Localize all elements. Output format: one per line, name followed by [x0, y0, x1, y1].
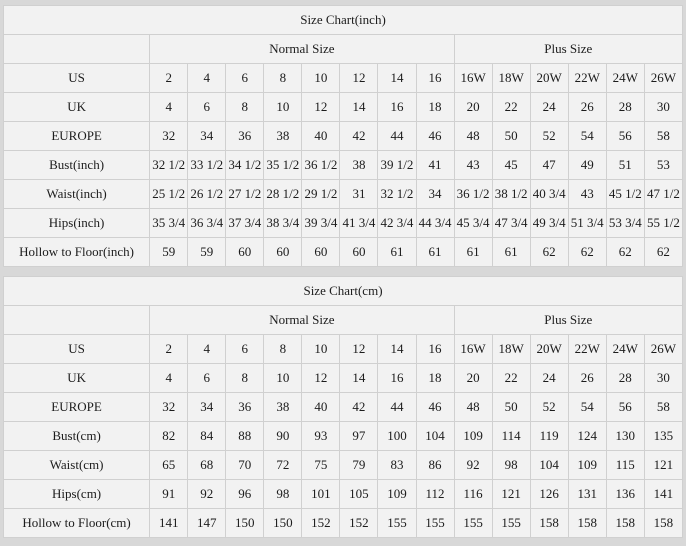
- cell: 22W: [568, 64, 606, 93]
- cell: 50: [492, 393, 530, 422]
- cell: 39 3/4: [302, 209, 340, 238]
- cell: 112: [416, 480, 454, 509]
- cell: 72: [264, 451, 302, 480]
- cell: 53 3/4: [606, 209, 644, 238]
- row-label-us-inch: US: [4, 64, 150, 93]
- cell: 39 1/2: [378, 151, 416, 180]
- cell: 38: [340, 151, 378, 180]
- row-label-uk-inch: UK: [4, 93, 150, 122]
- cell: 12: [302, 93, 340, 122]
- cell: 18: [416, 93, 454, 122]
- cell: 34: [188, 393, 226, 422]
- cell: 18: [416, 364, 454, 393]
- table-row: [4, 509, 683, 538]
- row-label-hips-inch: Hips(inch): [4, 209, 150, 238]
- cell: 155: [416, 509, 454, 538]
- inch-chart-title: Size Chart(inch): [4, 6, 683, 35]
- cell: 26: [568, 364, 606, 393]
- cell: 20: [454, 93, 492, 122]
- cell: 8: [226, 364, 264, 393]
- cell: 25 1/2: [150, 180, 188, 209]
- cell: 24W: [606, 335, 644, 364]
- cell: 48: [454, 122, 492, 151]
- cell: 40: [302, 122, 340, 151]
- cell: 121: [492, 480, 530, 509]
- cell: 141: [644, 480, 682, 509]
- cell: 96: [226, 480, 264, 509]
- cell: 44: [378, 393, 416, 422]
- inch-title-row: [4, 6, 683, 35]
- cell: 4: [150, 93, 188, 122]
- cell: 14: [378, 335, 416, 364]
- cell: 152: [340, 509, 378, 538]
- cell: 35 1/2: [264, 151, 302, 180]
- cm-group-plus-size: Plus Size: [454, 306, 682, 335]
- cell: 158: [530, 509, 568, 538]
- cell: 59: [188, 238, 226, 267]
- cell: 36: [226, 122, 264, 151]
- cell: 40: [302, 393, 340, 422]
- cell: 22: [492, 93, 530, 122]
- table-row: [4, 451, 683, 480]
- cell: 98: [264, 480, 302, 509]
- table-row: [4, 480, 683, 509]
- size-chart-inch-table: [3, 5, 683, 267]
- cell: 68: [188, 451, 226, 480]
- cell: 43: [568, 180, 606, 209]
- cell: 32 1/2: [378, 180, 416, 209]
- cell: 60: [302, 238, 340, 267]
- cell: 42 3/4: [378, 209, 416, 238]
- cell: 155: [492, 509, 530, 538]
- cell: 8: [264, 64, 302, 93]
- cell: 34 1/2: [226, 151, 264, 180]
- inch-group-normal-size: Normal Size: [150, 35, 454, 64]
- table-row: [4, 93, 683, 122]
- cell: 6: [226, 335, 264, 364]
- cell: 62: [568, 238, 606, 267]
- cell: 4: [188, 64, 226, 93]
- cell: 54: [568, 122, 606, 151]
- cell: 54: [568, 393, 606, 422]
- cell: 40 3/4: [530, 180, 568, 209]
- table-row: [4, 64, 683, 93]
- cell: 41 3/4: [340, 209, 378, 238]
- table-row: [4, 151, 683, 180]
- size-chart-inch-wrapper: [0, 5, 686, 267]
- cell: 14: [378, 64, 416, 93]
- cell: 10: [302, 335, 340, 364]
- table-row: [4, 209, 683, 238]
- cell: 8: [226, 93, 264, 122]
- cell: 26W: [644, 64, 682, 93]
- row-label-europe-inch: EUROPE: [4, 122, 150, 151]
- cell: 16: [378, 364, 416, 393]
- cell: 150: [226, 509, 264, 538]
- cell: 126: [530, 480, 568, 509]
- cell: 65: [150, 451, 188, 480]
- cell: 27 1/2: [226, 180, 264, 209]
- cell: 8: [264, 335, 302, 364]
- cell: 155: [378, 509, 416, 538]
- row-label-hips-cm: Hips(cm): [4, 480, 150, 509]
- row-label-waist-inch: Waist(inch): [4, 180, 150, 209]
- cell: 43: [454, 151, 492, 180]
- cm-group-row: [4, 306, 683, 335]
- inch-group-blank-cell: [4, 35, 150, 64]
- cell: 105: [340, 480, 378, 509]
- cell: 109: [378, 480, 416, 509]
- row-label-bust-cm: Bust(cm): [4, 422, 150, 451]
- inch-group-row: [4, 35, 683, 64]
- cell: 20W: [530, 335, 568, 364]
- cell: 24W: [606, 64, 644, 93]
- cell: 158: [644, 509, 682, 538]
- table-row: [4, 238, 683, 267]
- cell: 61: [378, 238, 416, 267]
- cell: 6: [188, 93, 226, 122]
- cell: 97: [340, 422, 378, 451]
- cell: 29 1/2: [302, 180, 340, 209]
- cell: 49 3/4: [530, 209, 568, 238]
- cell: 109: [568, 451, 606, 480]
- cell: 18W: [492, 335, 530, 364]
- cell: 42: [340, 122, 378, 151]
- cell: 41: [416, 151, 454, 180]
- cell: 22: [492, 364, 530, 393]
- cell: 28: [606, 364, 644, 393]
- cell: 16: [416, 335, 454, 364]
- cell: 121: [644, 451, 682, 480]
- cell: 36: [226, 393, 264, 422]
- cell: 47: [530, 151, 568, 180]
- cell: 32 1/2: [150, 151, 188, 180]
- table-row: [4, 335, 683, 364]
- cell: 104: [416, 422, 454, 451]
- row-label-hollow-to-floor-inch: Hollow to Floor(inch): [4, 238, 150, 267]
- inch-group-plus-size: Plus Size: [454, 35, 682, 64]
- cm-group-normal-size: Normal Size: [150, 306, 454, 335]
- cell: 2: [150, 64, 188, 93]
- cell: 131: [568, 480, 606, 509]
- cell: 62: [530, 238, 568, 267]
- cell: 10: [264, 93, 302, 122]
- cell: 26: [568, 93, 606, 122]
- row-label-us-cm: US: [4, 335, 150, 364]
- cell: 86: [416, 451, 454, 480]
- cell: 101: [302, 480, 340, 509]
- cell: 4: [150, 364, 188, 393]
- cell: 56: [606, 122, 644, 151]
- size-chart-cm-wrapper: [0, 276, 686, 538]
- cell: 58: [644, 122, 682, 151]
- cell: 147: [188, 509, 226, 538]
- cell: 26W: [644, 335, 682, 364]
- cell: 150: [264, 509, 302, 538]
- cm-title-row: [4, 277, 683, 306]
- cell: 60: [340, 238, 378, 267]
- cell: 46: [416, 393, 454, 422]
- cell: 45 3/4: [454, 209, 492, 238]
- cell: 61: [454, 238, 492, 267]
- cell: 14: [340, 364, 378, 393]
- cell: 2: [150, 335, 188, 364]
- cell: 47 1/2: [644, 180, 682, 209]
- cell: 38: [264, 122, 302, 151]
- chart-spacer: [0, 267, 686, 276]
- cell: 88: [226, 422, 264, 451]
- cell: 79: [340, 451, 378, 480]
- cell: 75: [302, 451, 340, 480]
- cell: 12: [340, 335, 378, 364]
- cell: 12: [340, 64, 378, 93]
- cell: 36 1/2: [302, 151, 340, 180]
- cell: 32: [150, 122, 188, 151]
- cm-table-body: [4, 277, 683, 538]
- row-label-uk-cm: UK: [4, 364, 150, 393]
- inch-table-body: [4, 6, 683, 267]
- cell: 44 3/4: [416, 209, 454, 238]
- cell: 135: [644, 422, 682, 451]
- cell: 52: [530, 122, 568, 151]
- cell: 4: [188, 335, 226, 364]
- cell: 100: [378, 422, 416, 451]
- row-label-waist-cm: Waist(cm): [4, 451, 150, 480]
- cell: 16: [378, 93, 416, 122]
- cell: 16: [416, 64, 454, 93]
- cell: 82: [150, 422, 188, 451]
- cell: 38: [264, 393, 302, 422]
- cell: 90: [264, 422, 302, 451]
- cell: 124: [568, 422, 606, 451]
- cell: 136: [606, 480, 644, 509]
- cell: 10: [264, 364, 302, 393]
- cell: 28 1/2: [264, 180, 302, 209]
- cell: 24: [530, 364, 568, 393]
- table-row: [4, 180, 683, 209]
- cell: 16W: [454, 335, 492, 364]
- cell: 158: [606, 509, 644, 538]
- cell: 12: [302, 364, 340, 393]
- cell: 62: [606, 238, 644, 267]
- cell: 52: [530, 393, 568, 422]
- cell: 51: [606, 151, 644, 180]
- cell: 130: [606, 422, 644, 451]
- page-bottom-padding: [0, 538, 686, 546]
- cell: 83: [378, 451, 416, 480]
- cell: 31: [340, 180, 378, 209]
- cell: 18W: [492, 64, 530, 93]
- cell: 141: [150, 509, 188, 538]
- cell: 92: [188, 480, 226, 509]
- cell: 152: [302, 509, 340, 538]
- cell: 60: [226, 238, 264, 267]
- cell: 36 1/2: [454, 180, 492, 209]
- cell: 22W: [568, 335, 606, 364]
- cell: 34: [188, 122, 226, 151]
- cell: 6: [226, 64, 264, 93]
- row-label-bust-inch: Bust(inch): [4, 151, 150, 180]
- cell: 46: [416, 122, 454, 151]
- cell: 104: [530, 451, 568, 480]
- cell: 51 3/4: [568, 209, 606, 238]
- table-row: [4, 122, 683, 151]
- cell: 20W: [530, 64, 568, 93]
- cell: 48: [454, 393, 492, 422]
- cell: 58: [644, 393, 682, 422]
- cell: 115: [606, 451, 644, 480]
- cell: 36 3/4: [188, 209, 226, 238]
- cell: 55 1/2: [644, 209, 682, 238]
- cell: 70: [226, 451, 264, 480]
- cell: 114: [492, 422, 530, 451]
- table-row: [4, 393, 683, 422]
- cm-chart-title: Size Chart(cm): [4, 277, 683, 306]
- cell: 119: [530, 422, 568, 451]
- cell: 158: [568, 509, 606, 538]
- cell: 42: [340, 393, 378, 422]
- cell: 53: [644, 151, 682, 180]
- table-row: [4, 422, 683, 451]
- cell: 155: [454, 509, 492, 538]
- cell: 16W: [454, 64, 492, 93]
- cell: 32: [150, 393, 188, 422]
- row-label-hollow-to-floor-cm: Hollow to Floor(cm): [4, 509, 150, 538]
- cell: 61: [416, 238, 454, 267]
- cell: 91: [150, 480, 188, 509]
- cell: 14: [340, 93, 378, 122]
- cell: 30: [644, 93, 682, 122]
- cell: 98: [492, 451, 530, 480]
- cell: 24: [530, 93, 568, 122]
- cell: 93: [302, 422, 340, 451]
- cell: 28: [606, 93, 644, 122]
- cell: 84: [188, 422, 226, 451]
- cell: 20: [454, 364, 492, 393]
- cell: 62: [644, 238, 682, 267]
- table-row: [4, 364, 683, 393]
- cell: 47 3/4: [492, 209, 530, 238]
- cell: 59: [150, 238, 188, 267]
- cell: 56: [606, 393, 644, 422]
- cell: 10: [302, 64, 340, 93]
- cell: 38 3/4: [264, 209, 302, 238]
- cell: 38 1/2: [492, 180, 530, 209]
- cell: 6: [188, 364, 226, 393]
- cell: 60: [264, 238, 302, 267]
- cell: 109: [454, 422, 492, 451]
- cell: 49: [568, 151, 606, 180]
- cell: 37 3/4: [226, 209, 264, 238]
- cell: 116: [454, 480, 492, 509]
- cell: 61: [492, 238, 530, 267]
- cell: 45 1/2: [606, 180, 644, 209]
- cell: 92: [454, 451, 492, 480]
- cell: 30: [644, 364, 682, 393]
- cell: 35 3/4: [150, 209, 188, 238]
- size-chart-cm-table: [3, 276, 683, 538]
- cm-group-blank-cell: [4, 306, 150, 335]
- cell: 26 1/2: [188, 180, 226, 209]
- cell: 50: [492, 122, 530, 151]
- cell: 45: [492, 151, 530, 180]
- cell: 44: [378, 122, 416, 151]
- row-label-europe-cm: EUROPE: [4, 393, 150, 422]
- cell: 33 1/2: [188, 151, 226, 180]
- cell: 34: [416, 180, 454, 209]
